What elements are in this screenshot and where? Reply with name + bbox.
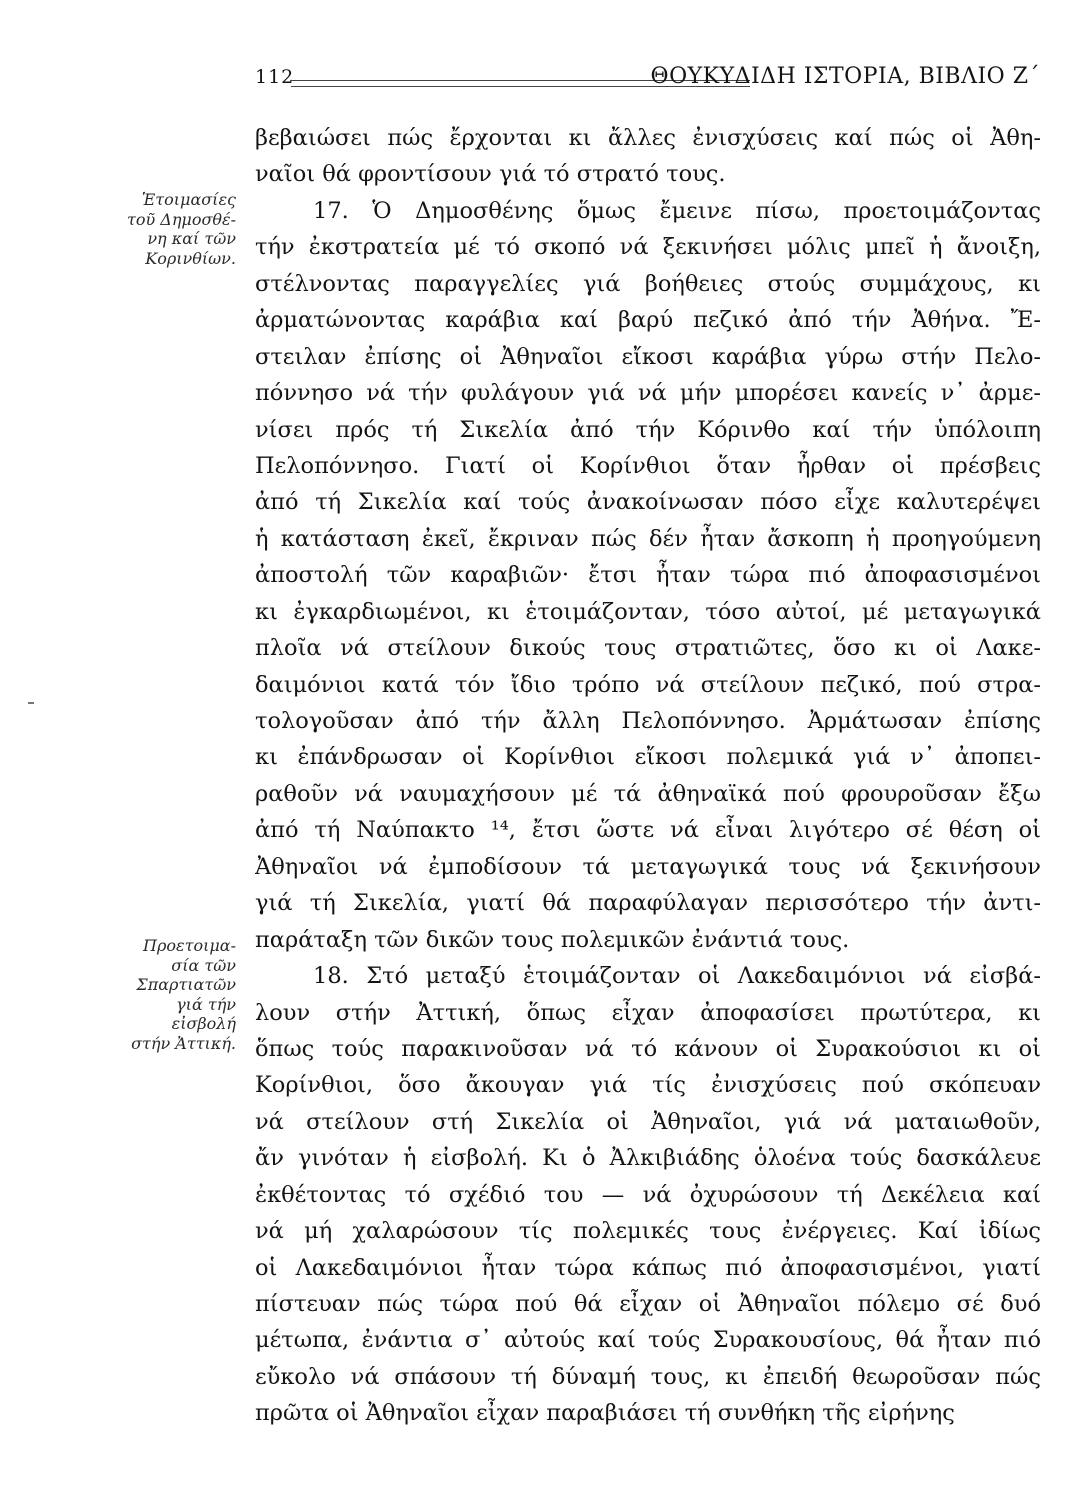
text-line: γιά τή Σικελία, γιατί θά παραφύλαγαν περισσότερο τήν ἀντι-: [255, 890, 1041, 917]
text-line: ναῖοι θά φροντίσουν γιά τό στρατό τους.: [255, 161, 726, 188]
sidenote-line: Κορινθίων.: [145, 248, 236, 268]
text-line: κι ἐγκαρδιωμένοι, κι ἑτοιμάζονταν, τόσο αὐτοί, μέ μεταγωγικά: [255, 598, 1041, 625]
sidenote-line: γιά τήν: [176, 994, 236, 1014]
page-number: 112: [255, 66, 295, 88]
page-header: [255, 62, 1040, 98]
text-line: στειλαν ἐπίσης οἱ Ἀθηναῖοι εἴκοσι καράβια γύρω στήν Πελο-: [255, 343, 1041, 370]
text-line: νά μή χαλαρώσουν τίς πολεμικές τους ἐνέργειες. Καί ἰδίως: [255, 1218, 1041, 1245]
paragraph-17-start: 17. Ὁ Δημοσθένης ὅμως ἔμεινε πίσω, προετοιμάζοντας: [313, 197, 1041, 224]
text-line: τήν ἐκστρατεία μέ τό σκοπό νά ξεκινήσει μόλις μπεῖ ἡ ἄνοιξη,: [255, 234, 1041, 261]
body-text: [255, 120, 1041, 1432]
text-line: βεβαιώσει πώς ἔρχονται κι ἄλλες ἐνισχύσεις καί πώς οἱ Ἀθη-: [255, 125, 1041, 151]
paragraph-18-start: 18. Στό μεταξύ ἑτοιμάζονταν οἱ Λακεδαιμόνιοι νά εἰσβά-: [313, 963, 1041, 990]
margin-mark: [28, 702, 34, 704]
text-line: πίστευαν πώς τώρα πού θά εἶχαν οἱ Ἀθηναῖοι πόλεμο σέ δυό: [255, 1291, 1041, 1317]
text-line: ραθοῦν νά ναυμαχήσουν μέ τά ἀθηναϊκά πού φρουροῦσαν ἔξω: [255, 780, 1041, 807]
text-line: στέλνοντας παραγγελίες γιά βοήθειες στούς συμμάχους, κι: [255, 270, 1041, 297]
running-head: ΘΟΥΚΥΔΙΔΗ ΙΣΤΟΡΙΑ, ΒΙΒΛΙΟ Ζ΄: [650, 64, 1040, 89]
text-line: εὔκολο νά σπάσουν τή δύναμή τους, κι ἐπειδή θεωροῦσαν πώς: [255, 1363, 1041, 1390]
text-line: νά στείλουν στή Σικελία οἱ Ἀθηναῖοι, γιά νά ματαιωθοῦν,: [255, 1108, 1041, 1135]
text-line: Κορίνθιοι, ὅσο ἄκουγαν γιά τίς ἐνισχύσεις πού σκόπευαν: [255, 1072, 1041, 1099]
text-line: ἐκθέτοντας τό σχέδιό του — νά ὀχυρώσουν τή Δεκέλεια καί: [255, 1181, 1041, 1208]
text-line: Ἀθηναῖοι νά ἐμποδίσουν τά μεταγωγικά τους νά ξεκινήσουν: [255, 853, 1041, 880]
text-line: παράταξη τῶν δικῶν τους πολεμικῶν ἐνάντιά τους.: [255, 926, 850, 953]
text-line: πλοῖα νά στείλουν δικούς τους στρατιῶτες, ὅσο κι οἱ Λακε-: [255, 635, 1041, 662]
text-line: λουν στήν Ἀττική, ὅπως εἶχαν ἀποφασίσει πρωτύτερα, κι: [255, 999, 1041, 1026]
text-line: ἀπό τή Σικελία καί τούς ἀνακοίνωσαν πόσο εἶχε καλυτερέψει: [255, 489, 1041, 516]
sidenote-line: Ἑτοιμασίες: [141, 190, 236, 209]
text-line: πόννησο νά τήν φυλάγουν γιά νά μήν μπορέσει κανείς ν᾽ ἀρμε-: [255, 380, 1041, 407]
text-line: Πελοπόννησο. Γιατί οἱ Κορίνθιοι ὅταν ἦρθαν οἱ πρέσβεις: [255, 452, 1041, 479]
sidenote-line: τοῦ Δημοσθέ-: [126, 209, 236, 229]
text-line: ἄν γινόταν ἡ εἰσβολή. Κι ὁ Ἀλκιβιάδης ὁλοένα τούς δασκάλευε: [255, 1145, 1041, 1172]
text-line: τολογοῦσαν ἀπό τήν ἄλλη Πελοπόννησο. Ἀρμάτωσαν ἐπίσης: [255, 708, 1041, 734]
text-line: ἀποστολή τῶν καραβιῶν· ἔτσι ἦταν τώρα πιό ἀποφασισμένοι: [255, 562, 1041, 589]
sidenote-line: νη καί τῶν: [147, 229, 236, 248]
text-line: ὅπως τούς παρακινοῦσαν νά τό κάνουν οἱ Συρακούσιοι κι οἱ: [255, 1035, 1041, 1062]
sidenote-line: εἰσβολή: [171, 1014, 236, 1033]
text-line: νίσει πρός τή Σικελία ἀπό τήν Κόρινθο καί τήν ὑπόλοιπη: [255, 416, 1041, 443]
sidenote-line: στήν Ἀττική.: [131, 1033, 236, 1053]
text-line: μέτωπα, ἐνάντια σ᾽ αὐτούς καί τούς Συρακουσίους, θά ἦταν πιό: [255, 1327, 1041, 1354]
sidenote-line: Προετοιμα-: [143, 936, 236, 955]
text-line: ἀρματώνοντας καράβια καί βαρύ πεζικό ἀπό τήν Ἀθήνα. Ἔ-: [255, 307, 1041, 334]
text-line: ἀπό τή Ναύπακτο ¹⁴, ἔτσι ὥστε νά εἶναι λιγότερο σέ θέση οἱ: [255, 817, 1041, 844]
sidenote-spartan-preparation: [131, 936, 236, 1053]
sidenote-preparations: [127, 190, 236, 268]
sidenote-line: Σπαρτιατῶν: [136, 975, 236, 994]
text-line: κι ἐπάνδρωσαν οἱ Κορίνθιοι εἴκοσι πολεμικά γιά ν᾽ ἀποπει-: [255, 744, 1041, 771]
sidenote-line: σία τῶν: [171, 955, 236, 975]
text-line: οἱ Λακεδαιμόνιοι ἦταν τώρα κάπως πιό ἀποφασισμένοι, γιατί: [255, 1254, 1041, 1281]
text-line: δαιμόνιοι κατά τόν ἴδιο τρόπο νά στείλουν πεζικό, πού στρα-: [255, 671, 1041, 698]
text-line: πρῶτα οἱ Ἀθηναῖοι εἶχαν παραβιάσει τή συνθήκη τῆς εἰρήνης: [255, 1400, 955, 1427]
text-line: ἡ κατάσταση ἐκεῖ, ἔκριναν πώς δέν ἦταν ἄσκοπη ἡ προηγούμενη: [255, 525, 1041, 552]
